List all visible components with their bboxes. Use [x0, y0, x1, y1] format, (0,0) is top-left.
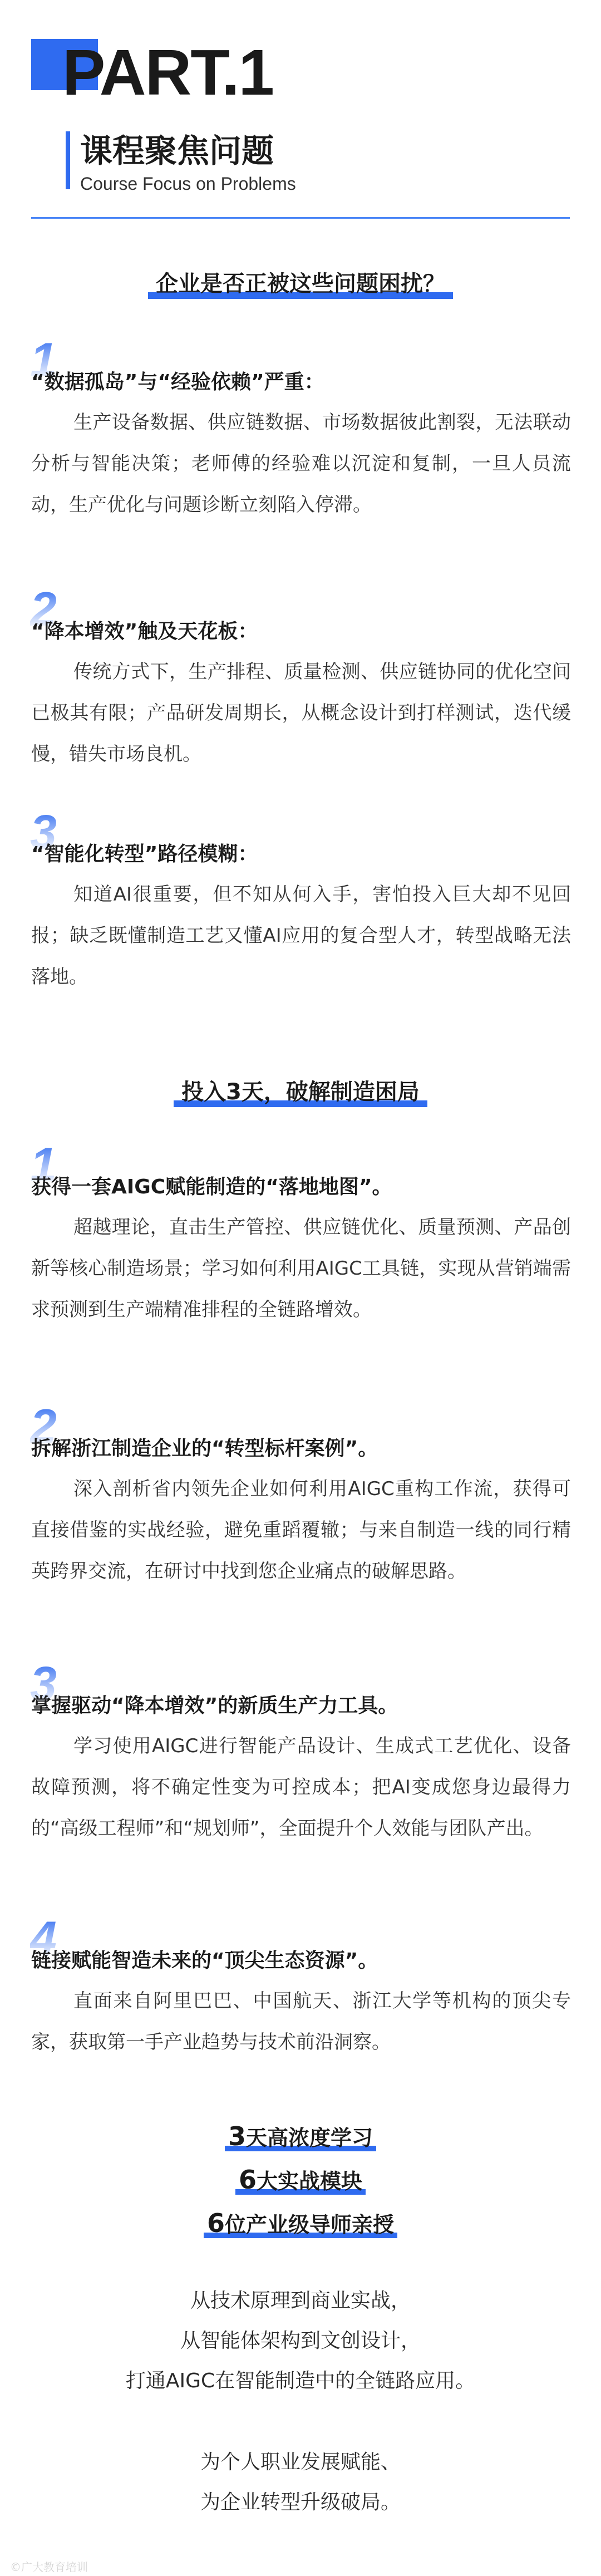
highlight-text [204, 2208, 397, 2238]
item-title: “数据孤岛”与“经验依赖”严重： [31, 371, 324, 394]
item-title: 链接赋能智造未来的“顶尖生态资源”。 [31, 1949, 378, 1972]
item-number: 3 [30, 1657, 57, 1710]
item-number: 1 [30, 333, 57, 387]
highlight-number: 6 [206, 2208, 225, 2238]
highlight-line [0, 2164, 601, 2208]
title-accent-bar [66, 131, 70, 189]
highlight-label: 大实战模块 [257, 2169, 363, 2194]
section-header [0, 0, 601, 223]
item-title: 掌握驱动“降本增效”的新质生产力工具。 [31, 1694, 398, 1717]
highlight-text [235, 2164, 366, 2195]
item-number: 2 [30, 583, 57, 636]
item-number: 2 [30, 1400, 57, 1453]
item-title: 拆解浙江制造企业的“转型标杆案例”。 [31, 1437, 378, 1460]
page-title: 课程聚焦问题 [80, 132, 274, 170]
item-body: 直面来自阿里巴巴、中国航天、浙江大学等机构的顶尖专家，获取第一手产业趋势与技术前沿洞察。 [31, 1990, 571, 2053]
closing-line: 从智能体架构到文创设计， [180, 2329, 421, 2352]
section-heading-solutions [0, 1074, 601, 1107]
section-heading-problems [0, 266, 601, 299]
closing-line: 为企业转型升级破局。 [200, 2491, 401, 2514]
course-highlights [0, 2121, 601, 2251]
section-heading-text: 投入3天，破解制造困局 [174, 1074, 427, 1107]
item-body: 生产设备数据、供应链数据、市场数据彼此割裂，无法联动分析与智能决策；老师傅的经验难以沉淀和复制，一旦人员流动，生产优化与问题诊断立刻陷入停滞。 [31, 411, 571, 516]
item-body: 超越理论，直击生产管控、供应链优化、质量预测、产品创新等核心制造场景；学习如何利用AIGC工具链，实现从营销端需求预测到生产端精准排程的全链路增效。 [31, 1216, 571, 1321]
watermark: ©广大教育培训 [10, 2560, 88, 2574]
closing-line: 打通AIGC在智能制造中的全链路应用。 [125, 2369, 476, 2392]
item-body: 知道AI很重要，但不知从何入手，害怕投入巨大却不见回报；缺乏既懂制造工艺又懂AI应用的复合型人才，转型战略无法落地。 [31, 883, 571, 988]
closing-paragraph-2 [0, 2442, 601, 2523]
highlight-label: 位产业级导师亲授 [225, 2213, 395, 2237]
closing-line: 从技术原理到商业实战， [190, 2289, 411, 2312]
highlight-label: 天高浓度学习 [246, 2126, 373, 2150]
item-body: 深入剖析省内领先企业如何利用AIGC重构工作流，获得可直接借鉴的实战经验，避免重蹈覆辙；与来自制造一线的同行精英跨界交流，在研讨中找到您企业痛点的破解思路。 [31, 1478, 571, 1582]
section-heading-text: 企业是否正被这些问题困扰？ [148, 266, 453, 299]
item-title: “降本增效”触及天花板： [31, 620, 258, 643]
item-number: 1 [30, 1138, 57, 1192]
part-title: PART.1 [62, 36, 274, 109]
closing-line: 为个人职业发展赋能、 [200, 2451, 401, 2474]
item-number: 3 [30, 805, 57, 859]
page-subtitle: Course Focus on Problems [80, 174, 296, 194]
item-title: “智能化转型”路径模糊： [31, 843, 258, 866]
item-number: 4 [30, 1912, 57, 1965]
highlight-line [0, 2208, 601, 2251]
highlight-line [0, 2121, 601, 2164]
item-body: 传统方式下，生产排程、质量检测、供应链协同的优化空间已极其有限；产品研发周期长，从概念设计到打样测试，迭代缓慢，错失市场良机。 [31, 661, 571, 765]
highlight-text [225, 2121, 376, 2151]
item-body: 学习使用AIGC进行智能产品设计、生成式工艺优化、设备故障预测，将不确定性变为可控成本；把AI变成您身边最得力的“高级工程师”和“规划师”，全面提升个人效能与团队产出。 [31, 1735, 571, 1840]
divider [31, 217, 570, 219]
closing-paragraph-1 [0, 2281, 601, 2401]
item-title: 获得一套AIGC赋能制造的“落地地图”。 [31, 1176, 392, 1198]
highlight-number: 3 [228, 2121, 246, 2151]
highlight-number: 6 [238, 2165, 257, 2195]
